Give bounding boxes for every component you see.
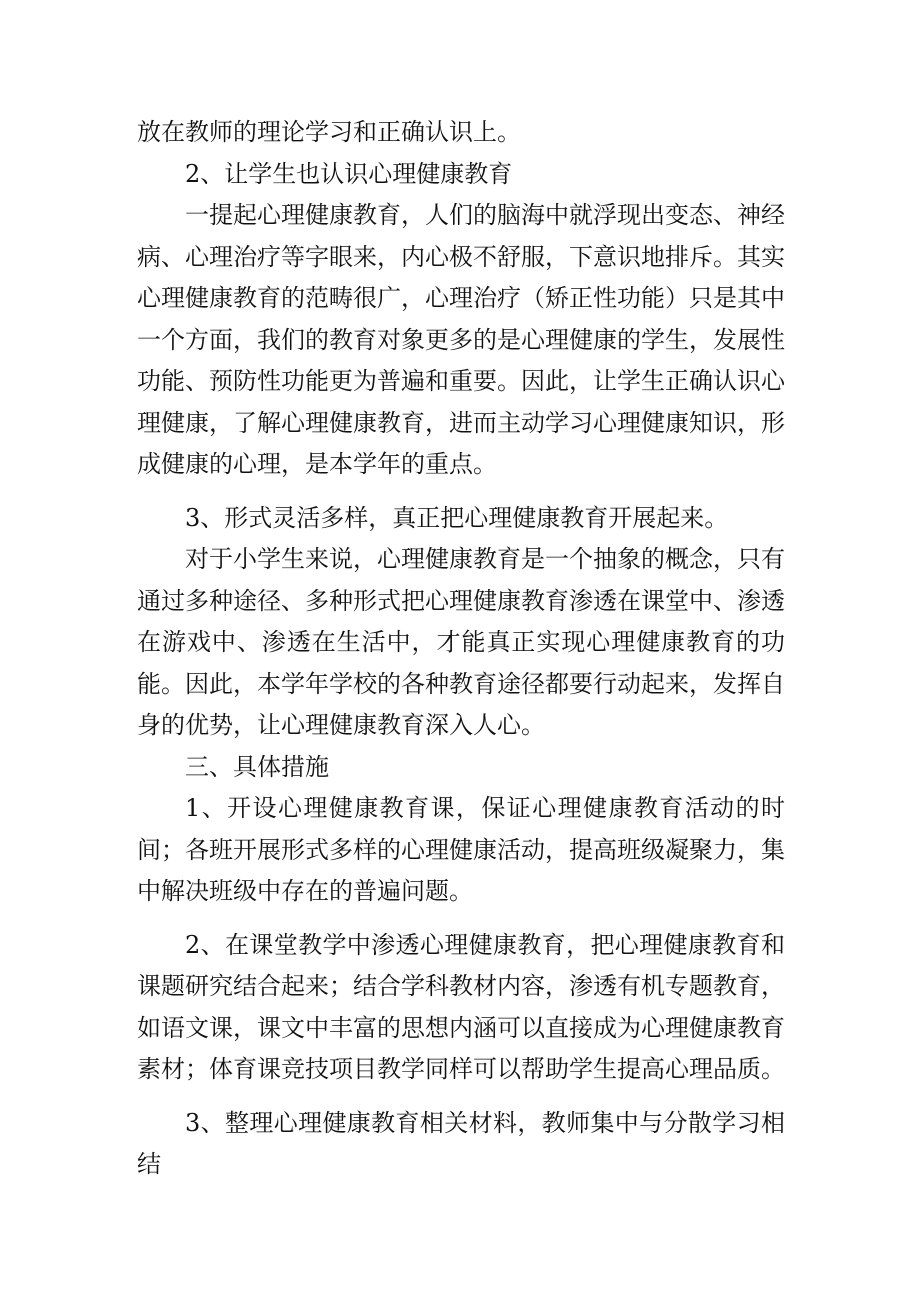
paragraph: 对于小学生来说，心理健康教育是一个抽象的概念，只有通过多种途径、多种形式把心理健康教育渗透在课堂中、渗透在游戏中、渗透在生活中，才能真正实现心理健康教育的功能。因此，本学年学校的各种教育途径都要行动起来，发挥自身的优势，让心理健康教育深入人心。 <box>137 545 785 739</box>
subheading-2: 2、让学生也认识心理健康教育 <box>185 159 513 188</box>
subheading-3: 3、形式灵活多样，真正把心理健康教育开展起来。 <box>185 503 729 532</box>
section-heading: 三、具体措施 <box>185 752 329 781</box>
measure-2: 2、在课堂教学中渗透心理健康教育，把心理健康教育和课题研究结合起来；结合学科教材内容，渗透有机专题教育，如语文课，课文中丰富的思想内涵可以直接成为心理健康教育素材；体育课竞技项目教学同样可以帮助学生提高心理品质。 <box>137 930 785 1083</box>
paragraph-continuation: 放在教师的理论学习和正确认识上。 <box>137 118 521 146</box>
measure-1: 1、开设心理健康教育课，保证心理健康教育活动的时间；各班开展形式多样的心理健康活动，提高班级凝聚力，集中解决班级中存在的普遍问题。 <box>137 794 785 905</box>
paragraph: 一提起心理健康教育，人们的脑海中就浮现出变态、神经病、心理治疗等字眼来，内心极不舒服，下意识地排斥。其实心理健康教育的范畴很广，心理治疗（矫正性功能）只是其中一个方面，我们的教育对象更多的是心理健康的学生，发展性功能、预防性功能更为普遍和重要。因此，让学生正确认识心理健康，了解心理健康教育，进而主动学习心理健康知识，形成健康的心理，是本学年的重点。 <box>137 201 785 478</box>
measure-3: 3、整理心理健康教育相关材料，教师集中与分散学习相结 <box>137 1108 785 1178</box>
document-body <box>137 112 785 1186</box>
